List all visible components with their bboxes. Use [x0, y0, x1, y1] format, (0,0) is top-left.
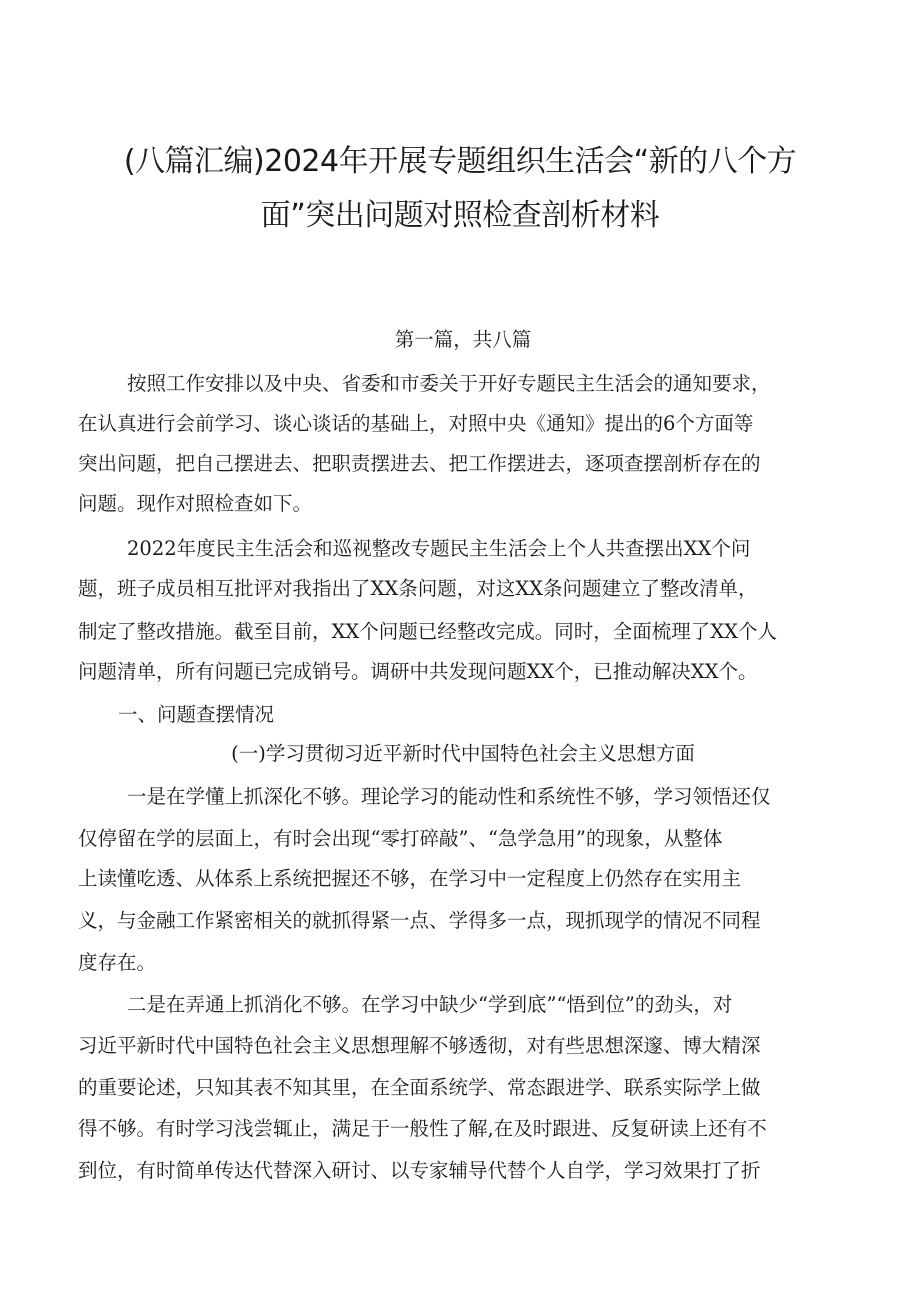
paragraph-line: 一是在学懂上抓深化不够。理论学习的能动性和系统性不够，学习领悟还仅 — [127, 785, 771, 808]
subsection-heading: (一)学习贯彻习近平新时代中国特色社会主义思想方面 — [231, 742, 695, 765]
paragraph-line: 到位，有时简单传达代替深入研讨、以专家辅导代替个人自学，学习效果打了折 — [78, 1159, 761, 1182]
paragraph-line: 仅停留在学的层面上，有时会出现“零打碎敲”、“急学急用”的现象，从整体 — [78, 827, 723, 850]
paragraph-line: 二是在弄通上抓消化不够。在学习中缺少“学到底”“悟到位”的劲头，对 — [127, 993, 733, 1016]
document-title-line-2: 面”突出问题对照检查剖析材料 — [260, 198, 660, 233]
section-heading: 一、问题查摆情况 — [118, 703, 275, 726]
paragraph-line: 义，与金融工作紧密相关的就抓得紧一点、学得多一点，现抓现学的情况不同程 — [78, 909, 761, 932]
paragraph-line: 的重要论述，只知其表不知其里，在全面系统学、常态跟进学、联系实际学上做 — [78, 1076, 761, 1099]
paragraph-line: 得不够。有时学习浅尝辄止，满足于一般性了解,在及时跟进、反复研读上还有不 — [78, 1117, 767, 1140]
paragraph-line: 题，班子成员相互批评对我指出了XX条问题，对这XX条问题建立了整改清单， — [78, 577, 758, 600]
document-subtitle: 第一篇，共八篇 — [394, 328, 532, 351]
paragraph-line: 2022年度民主生活会和巡视整改专题民主生活会上个人共查摆出XX个问 — [127, 537, 751, 560]
paragraph-line: 习近平新时代中国特色社会主义思想理解不够透彻，对有些思想深邃、博大精深 — [78, 1034, 761, 1057]
paragraph-line: 问题。现作对照检查如下。 — [78, 492, 313, 515]
document-title-line-1: (八篇汇编)2024年开展专题组织生活会“新的八个方 — [123, 144, 797, 179]
paragraph-line: 问题清单，所有问题已完成销号。调研中共发现问题XX个，已推动解决XX个。 — [78, 660, 758, 683]
paragraph-line: 度存在。 — [78, 951, 157, 974]
paragraph-line: 在认真进行会前学习、谈心谈话的基础上，对照中央《通知》提出的6个方面等 — [78, 412, 754, 435]
paragraph-line: 制定了整改措施。截至目前，XX个问题已经整改完成。同时，全面梳理了XX个人 — [78, 620, 778, 643]
paragraph-line: 按照工作安排以及中央、省委和市委关于开好专题民主生活会的通知要求， — [127, 372, 771, 395]
paragraph-line: 突出问题，把自己摆进去、把职责摆进去、把工作摆进去，逐项查摆剖析存在的 — [78, 452, 761, 475]
paragraph-line: 上读懂吃透、从体系上系统把握还不够，在学习中一定程度上仍然存在实用主 — [78, 867, 742, 890]
